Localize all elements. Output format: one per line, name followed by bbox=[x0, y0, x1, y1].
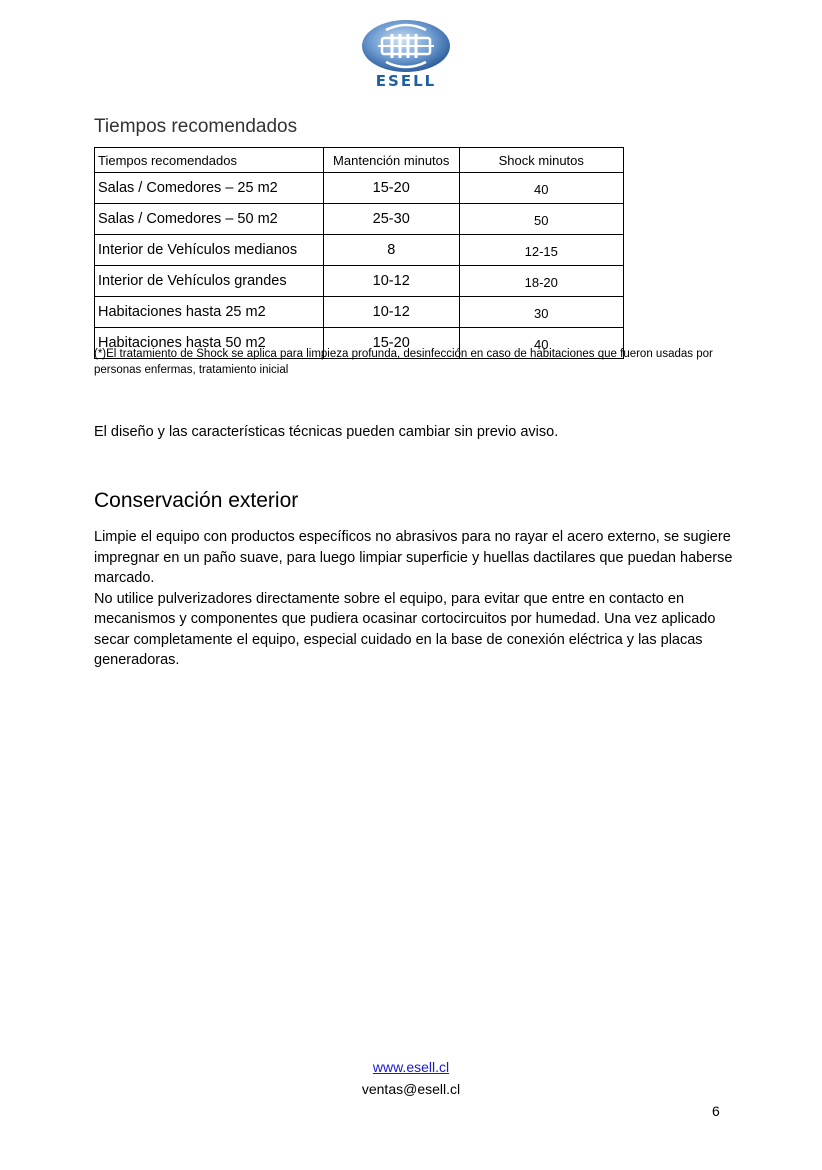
column-header: Shock minutos bbox=[459, 148, 623, 173]
table-cell: Salas / Comedores – 50 m2 bbox=[95, 204, 324, 235]
conservation-text bbox=[94, 527, 734, 671]
column-header: Tiempos recomendados bbox=[95, 148, 324, 173]
table-cell: 15-20 bbox=[323, 328, 459, 359]
page-number: 6 bbox=[712, 1103, 720, 1119]
table-cell: Interior de Vehículos grandes bbox=[95, 266, 324, 297]
table-row bbox=[95, 266, 624, 297]
table-cell: 10-12 bbox=[323, 297, 459, 328]
table-cell: Habitaciones hasta 50 m2 bbox=[95, 328, 324, 359]
table-cell: 50 bbox=[459, 204, 623, 235]
recommended-times-table bbox=[94, 147, 624, 359]
table-footnote: (*)El tratamiento de Shock se aplica para limpieza profunda, desinfección en caso de habitaciones que fueron usadas por personas enfermas, tratamiento inicial bbox=[94, 348, 713, 376]
table-cell: 40 bbox=[459, 328, 623, 359]
conservation-paragraph: Limpie el equipo con productos específicos no abrasivos para no rayar el acero externo, se sugiere impregnar en un paño suave, para luego limpiar superficie y huellas dactilares que puedan haberse marcado. bbox=[94, 529, 733, 586]
conservation-paragraph: No utilice pulverizadores directamente sobre el equipo, para evitar que entre en contacto en mecanismos y componentes que pudiera ocasinar cortocircuitos por humedad. Una vez aplicado secar completamente el equipo, especial cuidado en la base de conexión eléctrica y las placas generadoras. bbox=[94, 590, 716, 668]
column-header: Mantención minutos bbox=[323, 148, 459, 173]
website-link[interactable]: www.esell.cl bbox=[372, 1059, 450, 1075]
table-cell: 25-30 bbox=[323, 204, 459, 235]
section-title-conservacion: Conservación exterior bbox=[94, 489, 299, 512]
design-change-notice: El diseño y las características técnicas pueden cambiar sin previo aviso. bbox=[94, 424, 559, 440]
logo-wordmark: ESELL bbox=[375, 72, 437, 90]
table-cell: Salas / Comedores – 25 m2 bbox=[95, 173, 324, 204]
table-cell: 8 bbox=[323, 235, 459, 266]
table-row bbox=[95, 204, 624, 235]
section-title-tiempos: Tiempos recomendados bbox=[94, 116, 298, 137]
table-cell: 10-12 bbox=[323, 266, 459, 297]
table-header-row bbox=[95, 148, 624, 173]
table-cell: 18-20 bbox=[459, 266, 623, 297]
table-row bbox=[95, 297, 624, 328]
table-row bbox=[95, 173, 624, 204]
esell-logo bbox=[356, 18, 456, 92]
table-cell: 15-20 bbox=[323, 173, 459, 204]
table-cell: 12-15 bbox=[459, 235, 623, 266]
table-cell: 40 bbox=[459, 173, 623, 204]
table-row bbox=[95, 235, 624, 266]
contact-email: ventas@esell.cl bbox=[361, 1081, 461, 1097]
esell-emblem-icon bbox=[356, 18, 456, 74]
table-cell: Habitaciones hasta 25 m2 bbox=[95, 297, 324, 328]
table-cell: 30 bbox=[459, 297, 623, 328]
table-cell: Interior de Vehículos medianos bbox=[95, 235, 324, 266]
